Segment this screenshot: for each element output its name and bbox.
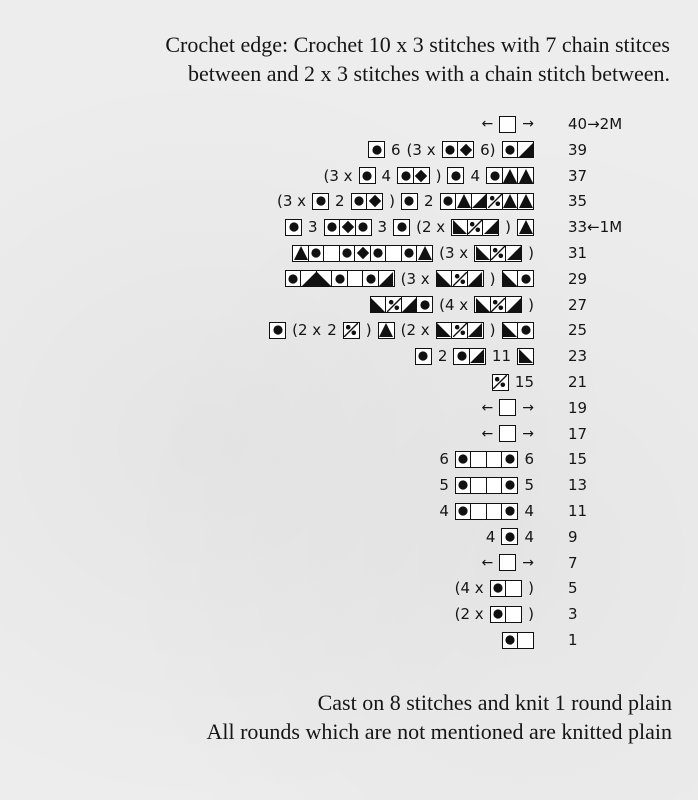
repeat-count: (3 x — [439, 244, 469, 262]
stitch-dot-icon — [455, 503, 472, 520]
stitch-tri-bc-icon — [517, 219, 534, 236]
stitch-empty-icon — [499, 554, 516, 571]
stitch-dot-icon — [269, 322, 286, 339]
stitch-dot-icon — [393, 219, 410, 236]
stitch-tri-bc-icon — [292, 245, 309, 262]
repeat-count: (4 x — [454, 579, 484, 598]
stitch-empty-icon — [505, 606, 522, 623]
round-number: 40→2M — [568, 115, 623, 133]
round-number: 1 — [568, 631, 578, 649]
stitch-empty-icon — [486, 503, 503, 520]
repeat-count: 4 — [485, 527, 496, 546]
stitch-tri-bl-icon — [451, 219, 468, 236]
intro-text — [10, 30, 670, 88]
stitch-diamond-icon — [366, 193, 383, 210]
stitch-group — [343, 322, 360, 339]
stitch-group — [440, 193, 535, 210]
stitch-tri-br-icon — [300, 270, 317, 287]
repeat-count: (2 x — [400, 321, 430, 340]
stitch-dot-icon — [368, 141, 385, 158]
stitch-group — [451, 219, 499, 236]
stitch-tri-bl-icon — [502, 270, 519, 287]
repeat-count: (4 x — [439, 295, 469, 314]
stitch-group — [490, 580, 523, 597]
chart-row — [269, 318, 534, 342]
stitch-dotdiag-icon — [467, 219, 484, 236]
stitch-group — [442, 141, 475, 158]
stitch-dot-icon — [455, 451, 472, 468]
stitch-tri-br-icon — [517, 141, 534, 158]
stitch-diamond-icon — [354, 245, 371, 262]
repeat-count: ) — [489, 321, 496, 340]
stitch-empty-icon — [470, 503, 487, 520]
repeat-count: 2 — [437, 347, 448, 366]
stitch-group — [499, 554, 516, 571]
stitch-dot-icon — [501, 528, 518, 545]
round-number: 3 — [568, 605, 578, 624]
arrow-label: → — [522, 425, 534, 442]
stitch-group — [292, 245, 433, 262]
stitch-dotdiag-icon — [385, 296, 402, 313]
stitch-empty-icon — [385, 245, 402, 262]
repeat-count: ) — [528, 579, 534, 598]
chart-row — [482, 396, 534, 420]
repeat-count: 4 — [470, 166, 480, 185]
stitch-dot-icon — [501, 477, 518, 494]
stitch-group — [368, 141, 385, 158]
repeat-count: ) — [435, 166, 442, 185]
round-number: 35 — [568, 192, 588, 211]
footer-text — [12, 688, 672, 746]
stitch-group — [370, 296, 434, 313]
stitch-tri-br-icon — [505, 245, 522, 262]
stitch-dot-icon — [415, 348, 432, 365]
stitch-group — [517, 219, 534, 236]
stitch-tri-br-icon — [469, 348, 486, 365]
repeat-count: ) — [389, 192, 395, 211]
stitch-dot-icon — [401, 245, 418, 262]
stitch-tri-bc-icon — [455, 193, 472, 210]
chart-row — [439, 473, 534, 497]
stitch-dot-icon — [339, 245, 356, 262]
chart-row — [482, 551, 534, 575]
repeat-count: 6) — [480, 140, 496, 159]
repeat-count: 6 — [391, 140, 401, 159]
chart-row — [486, 525, 534, 549]
stitch-dotdiag-icon — [451, 322, 468, 339]
repeat-count: ) — [528, 605, 534, 624]
chart-row — [439, 447, 534, 471]
repeat-count: 5 — [439, 476, 449, 495]
chart-row — [277, 189, 534, 213]
chart-row — [482, 112, 534, 136]
stitch-group — [502, 270, 535, 287]
stitch-empty-icon — [517, 632, 534, 649]
stitch-dotdiag-icon — [490, 296, 507, 313]
chart-row — [292, 241, 534, 265]
stitch-group — [517, 348, 534, 365]
stitch-empty-icon — [499, 116, 516, 133]
stitch-group — [415, 348, 432, 365]
stitch-tri-bl-icon — [474, 245, 491, 262]
repeat-count: 2 — [335, 192, 345, 211]
stitch-group — [351, 193, 384, 210]
stitch-dot-icon — [502, 632, 519, 649]
repeat-count: (2 x — [454, 605, 484, 624]
stitch-dot-icon — [351, 193, 368, 210]
stitch-group — [501, 528, 518, 545]
chart-row — [324, 164, 535, 188]
stitch-tri-br-icon — [401, 296, 418, 313]
repeat-count: (3 x — [323, 166, 353, 185]
stitch-dot-icon — [490, 580, 507, 597]
stitch-group — [269, 322, 286, 339]
stitch-dot-icon — [440, 193, 457, 210]
repeat-count: ) — [365, 321, 372, 340]
round-number: 27 — [568, 295, 588, 314]
stitch-tri-br-icon — [505, 296, 522, 313]
repeat-count: ) — [528, 244, 534, 262]
stitch-group — [455, 503, 519, 520]
round-number: 7 — [568, 553, 578, 572]
repeat-count: 2 — [423, 192, 434, 211]
stitch-empty-icon — [486, 451, 503, 468]
stitch-group — [285, 270, 395, 287]
stitch-dot-icon — [447, 167, 464, 184]
stitch-dot-icon — [490, 606, 507, 623]
stitch-dot-icon — [285, 270, 302, 287]
chart-row — [370, 293, 534, 317]
stitch-dot-icon — [355, 219, 372, 236]
stitch-tri-br-icon — [471, 193, 488, 210]
stitch-empty-icon — [486, 477, 503, 494]
stitch-dot-icon — [308, 245, 325, 262]
stitch-dot-icon — [359, 167, 376, 184]
stitch-empty-icon — [470, 477, 487, 494]
repeat-count: (2 x — [292, 321, 322, 340]
arrow-label: ← — [481, 116, 494, 132]
stitch-tri-bl-icon — [474, 296, 491, 313]
repeat-count: 5 — [524, 476, 534, 495]
stitch-tri-bl-icon — [502, 322, 519, 339]
round-number: 29 — [568, 269, 588, 288]
stitch-group — [486, 167, 534, 184]
repeat-count: 4 — [524, 527, 534, 546]
arrow-label: → — [522, 554, 534, 571]
stitch-dot-icon — [502, 141, 519, 158]
stitch-dot-icon — [517, 270, 534, 287]
stitch-group — [447, 167, 464, 184]
stitch-group — [436, 322, 484, 339]
stitch-tri-bl-icon — [517, 348, 534, 365]
stitch-dotdiag-icon — [451, 270, 468, 287]
repeat-count: 15 — [514, 373, 534, 391]
round-number: 13 — [568, 476, 588, 495]
stitch-group — [490, 606, 523, 623]
stitch-tri-br-icon — [467, 322, 484, 339]
stitch-group — [474, 245, 522, 262]
stitch-empty-icon — [470, 451, 487, 468]
arrow-label: → — [522, 116, 534, 132]
stitch-group — [436, 270, 484, 287]
stitch-tri-bc-icon — [517, 193, 534, 210]
round-number: 17 — [568, 424, 588, 443]
repeat-count: 4 — [381, 166, 392, 185]
stitch-group — [499, 425, 516, 442]
intro-line-1: Crochet edge: Crochet 10 x 3 stitches with 7 chain stitces — [165, 32, 670, 57]
round-number: 37 — [568, 166, 588, 185]
stitch-empty-icon — [347, 270, 364, 287]
chart-row — [502, 628, 535, 652]
stitch-dot-icon — [442, 141, 459, 158]
chart-row — [439, 499, 534, 523]
arrow-label: ← — [481, 425, 494, 442]
footer-line-2: All rounds which are not mentioned are knitted plain — [206, 719, 672, 744]
stitch-empty-icon — [499, 399, 516, 416]
stitch-group — [499, 399, 516, 416]
repeat-count: 4 — [524, 502, 534, 520]
stitch-group — [502, 322, 535, 339]
round-number: 21 — [568, 373, 588, 391]
stitch-group — [393, 219, 410, 236]
repeat-count: 4 — [439, 502, 449, 520]
stitch-group — [285, 219, 302, 236]
chart-row — [368, 138, 534, 162]
repeat-count: 3 — [377, 218, 388, 237]
stitch-group — [499, 116, 516, 133]
footer-line-1: Cast on 8 stitches and knit 1 round plain — [317, 690, 672, 715]
stitch-group — [359, 167, 376, 184]
arrow-label: → — [522, 399, 534, 416]
stitch-group — [455, 451, 519, 468]
repeat-count: ) — [489, 269, 496, 288]
round-number: 23 — [568, 347, 588, 366]
arrow-label: ← — [481, 399, 494, 416]
stitch-tri-br-icon — [378, 270, 395, 287]
stitch-tri-bl-icon — [370, 296, 387, 313]
stitch-group — [378, 322, 395, 339]
stitch-dotdiag-icon — [486, 193, 503, 210]
chart-row — [285, 215, 534, 239]
intro-line-2: between and 2 x 3 stitches with a chain stitch between. — [187, 61, 670, 86]
repeat-count: (2 x — [416, 218, 446, 237]
stitch-dot-icon — [517, 322, 534, 339]
stitch-diamond-icon — [457, 141, 474, 158]
stitch-tri-bc-icon — [502, 167, 519, 184]
round-number: 39 — [568, 140, 588, 159]
chart-row — [455, 602, 534, 626]
stitch-group — [324, 219, 372, 236]
repeat-count: 6 — [524, 450, 534, 469]
stitch-tri-br-icon — [482, 219, 499, 236]
stitch-dot-icon — [312, 193, 329, 210]
stitch-dot-icon — [397, 167, 414, 184]
stitch-diamond-icon — [413, 167, 430, 184]
round-number: 25 — [568, 321, 588, 340]
round-number: 31 — [568, 244, 588, 262]
stitch-tri-bc-icon — [416, 245, 433, 262]
stitch-group — [312, 193, 329, 210]
stitch-dot-icon — [370, 245, 387, 262]
stitch-tri-bl-icon — [316, 270, 333, 287]
chart-row — [482, 422, 534, 446]
stitch-group — [455, 477, 519, 494]
round-number: 33←1M — [568, 218, 623, 237]
stitch-group — [453, 348, 486, 365]
stitch-empty-icon — [499, 425, 516, 442]
stitch-tri-bc-icon — [502, 193, 519, 210]
stitch-group — [397, 167, 430, 184]
stitch-dot-icon — [453, 348, 470, 365]
chart-row — [455, 576, 534, 600]
round-number: 15 — [568, 450, 588, 469]
round-number: 11 — [568, 502, 588, 520]
stitch-dot-icon — [416, 296, 433, 313]
chart-row — [492, 370, 534, 394]
stitch-dot-icon — [331, 270, 348, 287]
repeat-count: (3 x — [277, 192, 307, 211]
stitch-tri-br-icon — [467, 270, 484, 287]
repeat-count: ) — [528, 295, 534, 314]
stitch-tri-bc-icon — [378, 322, 395, 339]
stitch-dot-icon — [324, 219, 341, 236]
round-number: 19 — [568, 398, 588, 417]
chart-row — [415, 344, 534, 368]
stitch-group — [401, 193, 418, 210]
repeat-count: 2 — [327, 321, 337, 340]
stitch-group — [502, 632, 535, 649]
stitch-dotdiag-icon — [490, 245, 507, 262]
repeat-count: (3 x — [400, 269, 430, 288]
repeat-count: ) — [505, 218, 511, 237]
stitch-dot-icon — [501, 451, 518, 468]
stitch-group — [492, 374, 509, 391]
round-number: 5 — [568, 579, 578, 598]
stitch-dot-icon — [455, 477, 472, 494]
stitch-diamond-icon — [339, 219, 356, 236]
knitting-chart — [0, 110, 698, 650]
stitch-tri-bc-icon — [517, 167, 534, 184]
stitch-dotdiag-icon — [492, 374, 509, 391]
stitch-dot-icon — [501, 503, 518, 520]
chart-row — [285, 267, 534, 291]
round-number: 9 — [568, 527, 578, 546]
stitch-empty-icon — [323, 245, 340, 262]
stitch-tri-bl-icon — [436, 322, 453, 339]
repeat-count: 11 — [491, 347, 511, 366]
stitch-dot-icon — [401, 193, 418, 210]
stitch-group — [502, 141, 535, 158]
stitch-empty-icon — [505, 580, 522, 597]
repeat-count: (3 x — [406, 140, 436, 159]
repeat-count: 3 — [308, 218, 318, 237]
stitch-group — [474, 296, 522, 313]
repeat-count: 6 — [439, 450, 449, 469]
stitch-tri-bl-icon — [436, 270, 453, 287]
stitch-dot-icon — [486, 167, 503, 184]
arrow-label: ← — [481, 554, 494, 571]
stitch-dotdiag-icon — [343, 322, 360, 339]
stitch-dot-icon — [362, 270, 379, 287]
stitch-dot-icon — [285, 219, 302, 236]
